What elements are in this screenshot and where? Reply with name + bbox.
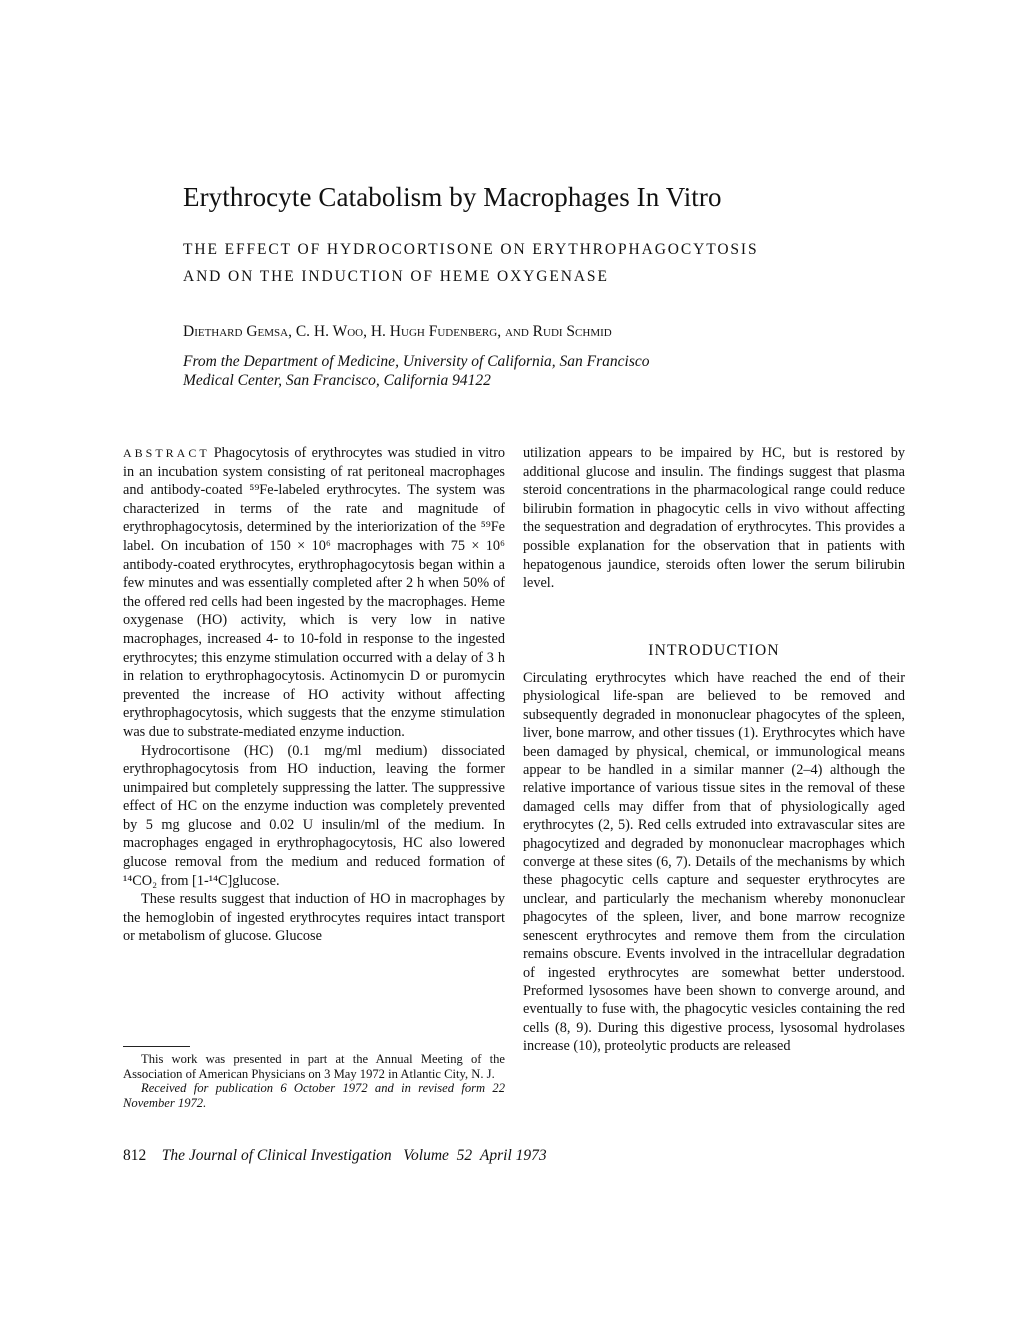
abstract-right-column	[523, 444, 905, 593]
abstract-label: ABSTRACT	[123, 446, 210, 460]
introduction-column	[523, 669, 905, 1056]
abstract-paragraph-2: Hydrocortisone (HC) (0.1 mg/ml medium) dissociated erythrophagocytosis from HO induction, leaving the former unimpaired but completely suppressing the latter. The suppressive effect of HC on the enzyme induction was completely prevented by 5 mg glucose and 0.02 U insulin/ml of the medium. In macrophages engaged in erythrophagocytosis, HC also lowered glucose removal from the medium and reduced formation of ¹⁴CO₂ from [1-¹⁴C]glucose.	[123, 742, 505, 889]
issue-date: April 1973	[479, 1147, 547, 1164]
footnote-rule	[123, 1046, 190, 1047]
journal-name: The Journal of Clinical Investigation	[161, 1147, 392, 1164]
volume-number: 52	[456, 1147, 473, 1164]
affiliation	[183, 352, 783, 390]
volume-label: Volume	[403, 1147, 449, 1164]
article-title: Erythrocyte Catabolism by Macrophages In Vitro	[183, 182, 722, 212]
introduction-paragraph: Circulating erythrocytes which have reached the end of their physiological life-span are believed to be removed and subsequently degraded in mononuclear phagocytes of the spleen, liver, bone marrow, and other tissues (1). Erythrocytes which have been damaged by physical, chemical, or immunological means appear to be handled in a similar manner (2–4) although the relative importance of various tissue sites in the removal of these damaged cells may differ from that of physiologically aged erythrocytes (2, 5). Red cells extruded into extravascular sites are phagocytized and degraded by mononuclear macrophages which converge at these sites (6, 7). Details of the mechanisms by which these phagocytic cells capture and sequester erythrocytes are unclear, and particularly the mechanism whereby mononuclear phagocytes of the spleen, liver, and bone marrow recognize senescent erythrocytes and remove them from the circulation remains obscure. Events involved in the intracellular degradation of ingested erythrocytes are somewhat better understood. Preformed lysosomes have been shown to converge around, and eventually to fuse with, the phagocytic vesicles containing the red cells (8, 9). During this digestive process, lysosomal hydrolases increase (10), proteolytic products are released	[523, 670, 905, 1055]
abstract-paragraph-1	[123, 444, 505, 742]
subtitle-line-2: AND ON THE INDUCTION OF HEME OXYGENASE	[183, 268, 609, 285]
abstract-continuation: utilization appears to be impaired by HC, but is restored by additional glucose and insulin. The findings suggest that plasma steroid concentrations in the pharmacological range could reduce bilirubin formation in phagocytic cells in vivo without affecting the sequestration and degradation of erythrocytes. This provides a possible explanation for the observation that in patients with hepatogenous jaundice, steroids often lower the serum bilirubin level.	[523, 445, 905, 592]
footnote	[123, 1052, 505, 1110]
footnote-presentation: This work was presented in part at the Annual Meeting of the Association of American Physicians on 3 May 1972 in Atlantic City, N. J.	[123, 1052, 505, 1081]
abstract-paragraph-3: These results suggest that induction of HO in macrophages by the hemoglobin of ingested erythrocytes requires intact transport or metabolism of glucose. Glucose	[123, 891, 505, 945]
abstract-left-column	[123, 444, 505, 946]
affiliation-line-1: From the Department of Medicine, University of California, San Francisco	[183, 353, 650, 370]
page-number: 812	[123, 1147, 147, 1164]
affiliation-line-2: Medical Center, San Francisco, California 94122	[183, 372, 491, 389]
author-list: Diethard Gemsa, C. H. Woo, H. Hugh Fudenberg, and Rudi Schmid	[183, 323, 612, 340]
subtitle-line-1: THE EFFECT OF HYDROCORTISONE ON ERYTHROPHAGOCYTOSIS	[183, 241, 759, 258]
footnote-received: Received for publication 6 October 1972 and in revised form 22 November 1972.	[123, 1081, 505, 1110]
article-subtitle	[183, 236, 903, 290]
abstract-text-1: Phagocytosis of erythrocytes was studied in vitro in an incubation system consisting of rat peritoneal macrophages and antibody-coated ⁵⁹Fe-labeled erythrocytes. The system was characterized in terms of the rate and magnitude of erythrophagocytosis, determined by the interiorization of the ⁵⁹Fe label. On incubation of 150 × 10⁶ macrophages with 75 × 10⁶ antibody-coated erythrocytes, erythrophagocytosis began within a few minutes and was essentially completed after 2 h when 50% of the offered red cells had been ingested by the macrophages. Heme oxygenase (HO) activity, which is very low in native macrophages, increased 4- to 10-fold in response to the ingested erythrocytes; this enzyme stimulation occurred with a delay of 3 h in relation to erythrophagocytosis. Actinomycin D or puromycin prevented the increase of HO activity without affecting erythrophagocytosis, which suggests that the enzyme stimulation was due to substrate-mediated enzyme induction.	[123, 445, 505, 740]
journal-footer	[123, 1146, 823, 1166]
introduction-heading: INTRODUCTION	[648, 642, 780, 659]
